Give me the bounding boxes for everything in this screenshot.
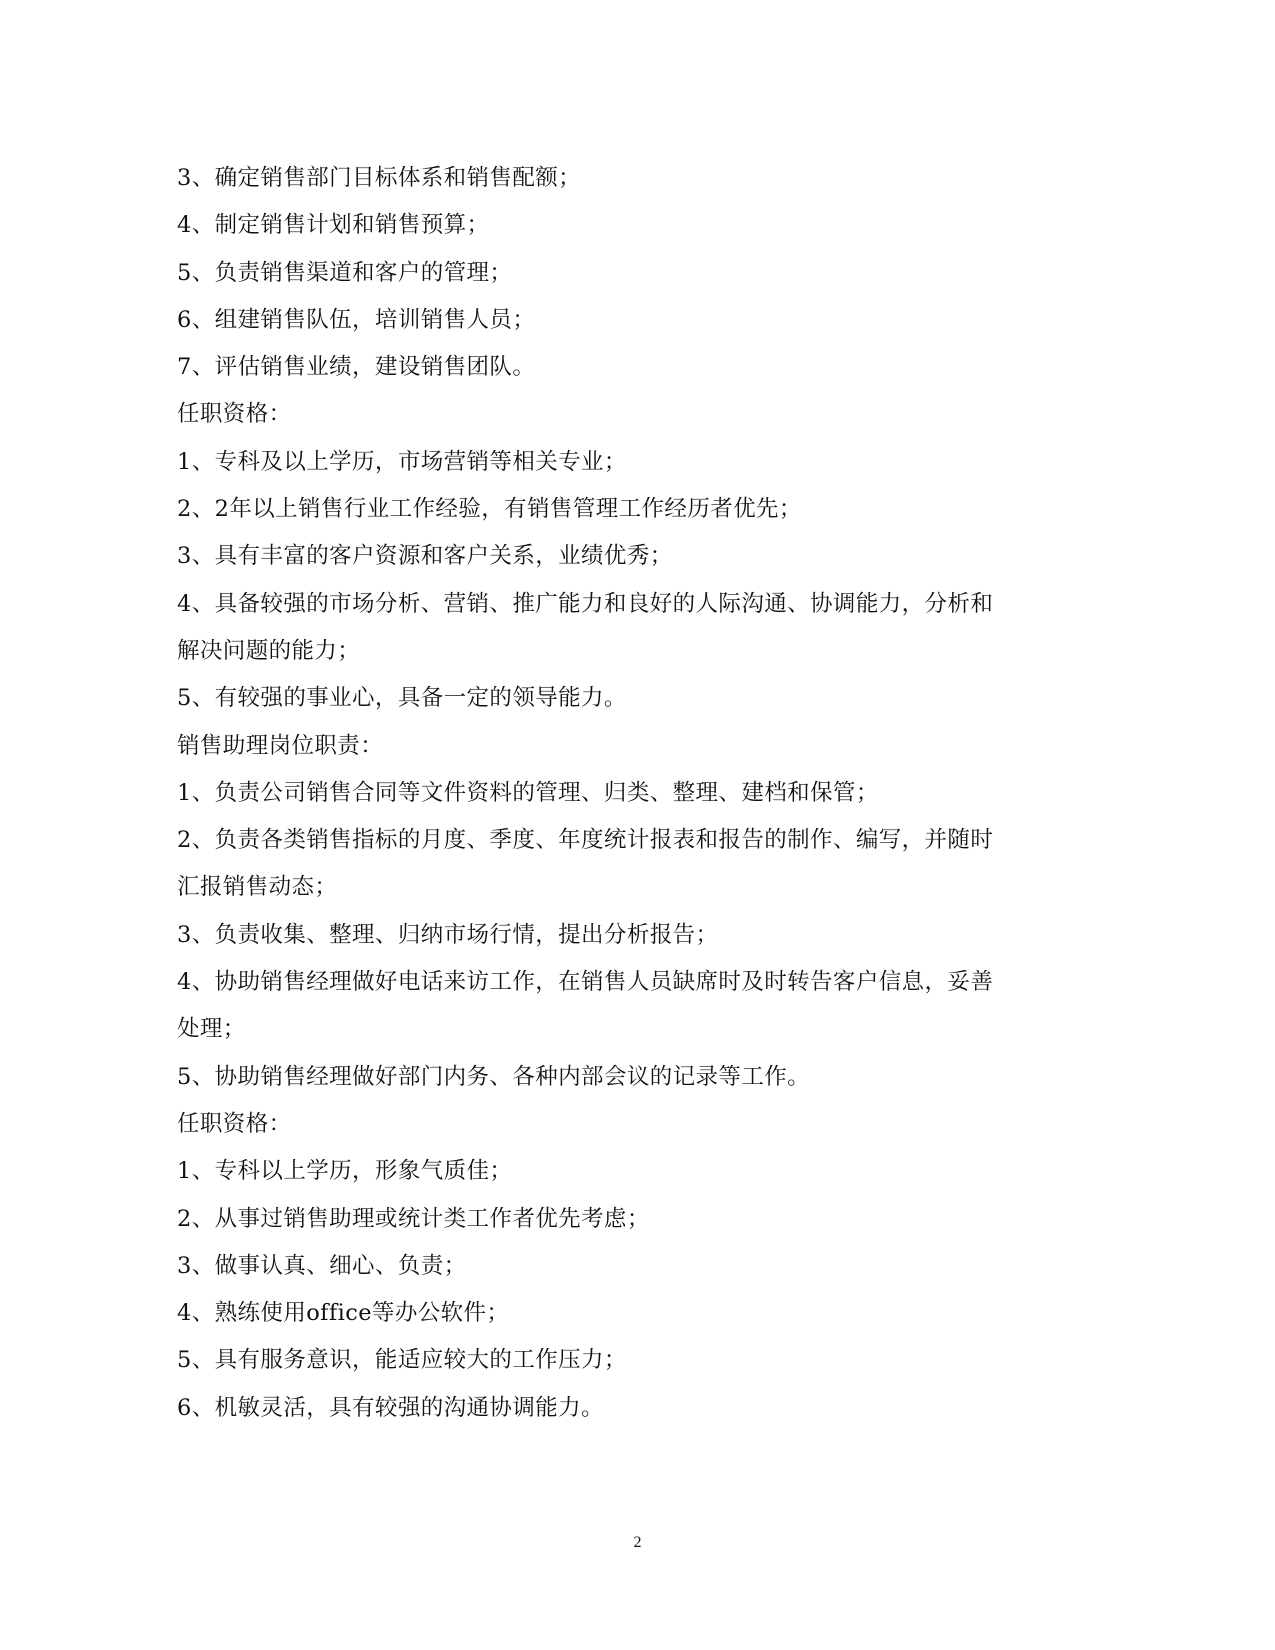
list-item: 4、制定销售计划和销售预算； (177, 212, 490, 239)
list-item: 2、负责各类销售指标的月度、季度、年度统计报表和报告的制作、编写，并随时 (177, 827, 994, 854)
list-item: 4、具备较强的市场分析、营销、推广能力和良好的人际沟通、协调能力，分析和 (177, 590, 994, 617)
list-item: 2、2年以上销售行业工作经验，有销售管理工作经历者优先； (177, 496, 802, 523)
list-item: 3、具有丰富的客户资源和客户关系，业绩优秀； (177, 543, 673, 570)
section-heading: 任职资格： (177, 1110, 292, 1137)
list-item: 7、评估销售业绩，建设销售团队。 (177, 354, 536, 381)
list-item: 6、机敏灵活，具有较强的沟通协调能力。 (177, 1394, 604, 1421)
list-item: 3、确定销售部门目标体系和销售配额； (177, 165, 582, 191)
list-item: 5、具有服务意识，能适应较大的工作压力； (177, 1347, 627, 1374)
list-item: 4、熟练使用office等办公软件； (177, 1300, 510, 1327)
list-item: 5、协助销售经理做好部门内务、各种内部会议的记录等工作。 (177, 1063, 811, 1090)
list-item: 5、有较强的事业心，具备一定的领导能力。 (177, 685, 627, 712)
list-item: 2、从事过销售助理或统计类工作者优先考虑； (177, 1205, 650, 1232)
list-item: 4、协助销售经理做好电话来访工作，在销售人员缺席时及时转告客户信息，妥善 (177, 969, 994, 996)
list-item: 3、做事认真、细心、负责； (177, 1252, 467, 1279)
list-item-continuation: 汇报销售动态； (177, 874, 338, 901)
list-item-continuation: 解决问题的能力； (177, 637, 361, 664)
page-number: 2 (633, 1534, 642, 1551)
section-heading: 任职资格： (177, 401, 292, 428)
list-item: 3、负责收集、整理、归纳市场行情，提出分析报告； (177, 921, 719, 948)
list-item: 5、负责销售渠道和客户的管理； (177, 259, 513, 286)
document-body (177, 155, 1057, 1432)
section-heading: 销售助理岗位职责： (177, 732, 384, 759)
list-item-continuation: 处理； (177, 1016, 246, 1043)
list-item: 1、专科及以上学历，市场营销等相关专业； (177, 448, 627, 475)
list-item: 1、负责公司销售合同等文件资料的管理、归类、整理、建档和保管； (177, 779, 879, 806)
list-item: 6、组建销售队伍，培训销售人员； (177, 306, 536, 333)
list-item: 1、专科以上学历，形象气质佳； (177, 1158, 513, 1185)
